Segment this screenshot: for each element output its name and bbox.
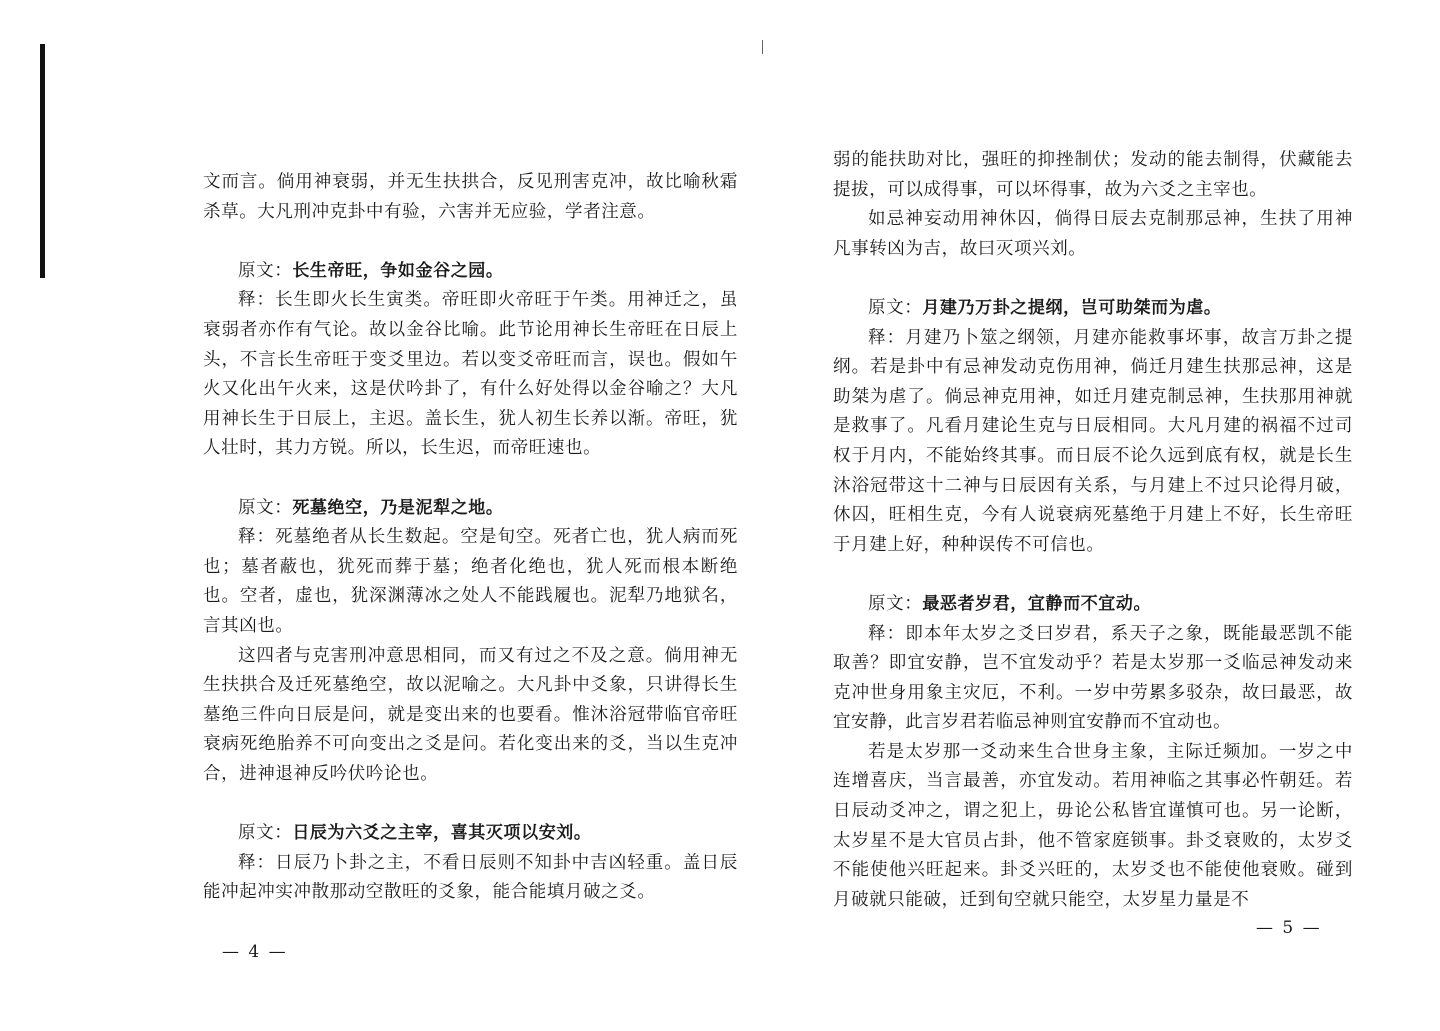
verse-label: 原文：	[238, 260, 293, 281]
verse-label: 原文：	[238, 497, 293, 518]
verse-label: 原文：	[868, 297, 923, 318]
body-paragraph: 释：日辰乃卜卦之主，不看日辰则不知卦中吉凶轻重。盖日辰能冲起冲实冲散那动空散旺的爻象，能合能填月破之爻。	[203, 852, 738, 903]
body-paragraph: 若是太岁那一爻动来生合世身主象，主际迁频加。一岁之中连增喜庆，当言最善，亦宜发动。若用神临之其事必忤朝廷。若日辰动爻冲之，谓之犯上，毋论公私皆宜谨慎可也。另一论断，太岁星不是大官员占卦，他不管家庭锁事。卦爻衰败的，太岁爻不能使他兴旺起来。卦爻兴旺的，太岁爻也不能使他衰败。碰到月破就只能破，迁到旬空就只能空，太岁星力量是不	[833, 741, 1353, 910]
body-paragraph: 释：即本年太岁之爻曰岁君，系天子之象，既能最恶凯不能取善？即宜安静，岂不宜发动乎？若是太岁那一爻临忌神发动来克冲世身用象主灾厄，不利。一岁中劳累多驳杂，故曰最恶，故宜安静，此言岁君若临忌神则宜安静而不宜动也。	[833, 623, 1353, 733]
verse-text: 长生帝旺，争如金谷之园。	[292, 260, 504, 281]
verse-text: 死墓绝空，乃是泥犁之地。	[292, 497, 504, 518]
verse-heading	[203, 494, 738, 524]
left-page-text	[203, 168, 738, 908]
verse-heading	[833, 294, 1353, 324]
right-page-text	[833, 146, 1353, 915]
body-paragraph: 释：死墓绝者从长生数起。空是旬空。死者亡也，犹人病而死也；墓者蔽也，犹死而葬于墓；绝者化绝也，犹人死而根本断绝也。空者，虚也，犹深渊薄冰之处人不能践履也。泥犁乃地狱名，言其凶也。	[203, 527, 738, 636]
body-paragraph: 如忌神妄动用神休囚，倘得日辰去克制那忌神，生扶了用神凡事转凶为吉，故曰灭项兴刘。	[833, 209, 1353, 259]
verse-text: 最恶者岁君，宜静而不宜动。	[922, 593, 1152, 614]
body-paragraph: 弱的能扶助对比，强旺的抑挫制伏；发动的能去制得，伏藏能去提拔，可以成得事，可以坏得事，故为六爻之主宰也。	[833, 150, 1353, 200]
paragraph-gap	[833, 264, 1353, 294]
right-page	[760, 0, 1440, 1031]
page-number-right: — 5 —	[1256, 918, 1322, 938]
verse-heading	[203, 819, 738, 849]
paragraph-gap	[203, 464, 738, 494]
paragraph-gap	[833, 560, 1353, 590]
body-paragraph: 释：月建乃卜筮之纲领，月建亦能救事坏事，故言万卦之提纲。若是卦中有忌神发动克伤用神，倘迁月建生扶那忌神，这是助桀为虐了。倘忌神克用神，如迁月建克制忌神，生扶那用神就是救事了。凡看月建论生克与日辰相同。大凡月建的祸福不过司权于月内，不能始终其事。而日辰不论久远到底有权，就是长生沐浴冠带这十二神与日辰因有关系，与月建上不过只论得月破，休囚，旺相生克，今有人说衰病死墓绝于月建上不好，长生帝旺于月建上好，种种误传不可信也。	[833, 327, 1353, 555]
verse-text: 月建乃万卦之提纲，岂可助桀而为虐。	[922, 297, 1222, 318]
verse-heading	[203, 257, 738, 287]
binding-shadow	[40, 44, 45, 278]
body-paragraph: 释：长生即火长生寅类。帝旺即火帝旺于午类。用神迁之，虽衰弱者亦作有气论。故以金谷比喻。此节论用神长生帝旺在日辰上头，不言长生帝旺于变爻里边。若以变爻帝旺而言，误也。假如午火又化出午火来，这是伏吟卦了，有什么好处得以金谷喻之？大凡用神长生于日辰上，主迟。盖长生，犹人初生长养以渐。帝旺，犹人壮时，其力方锐。所以，长生迟，而帝旺速也。	[203, 290, 738, 459]
verse-heading	[833, 590, 1353, 620]
fold-mark	[762, 40, 763, 54]
verse-label: 原文：	[868, 593, 923, 614]
verse-label: 原文：	[238, 823, 293, 844]
paragraph-gap	[203, 227, 738, 257]
page-number-left: — 4 —	[222, 942, 288, 962]
verse-text: 日辰为六爻之主宰，喜其灭项以安刘。	[292, 823, 592, 844]
paragraph-gap	[203, 789, 738, 819]
body-paragraph: 这四者与克害刑冲意思相同，而又有过之不及之意。倘用神无生扶拱合及迁死墓绝空，故以泥喻之。大凡卦中爻象，只讲得长生墓绝三件向日辰是问，就是变出来的也要看。惟沐浴冠带临官帝旺衰病死绝胎养不可向变出之爻是问。若化变出来的爻，当以生克冲合，进神退神反吟伏吟论也。	[203, 645, 738, 784]
body-paragraph: 文而言。倘用神衰弱，并无生扶拱合，反见刑害克冲，故比喻秋霜杀草。大凡刑冲克卦中有验，六害并无应验，学者注意。	[203, 172, 738, 222]
